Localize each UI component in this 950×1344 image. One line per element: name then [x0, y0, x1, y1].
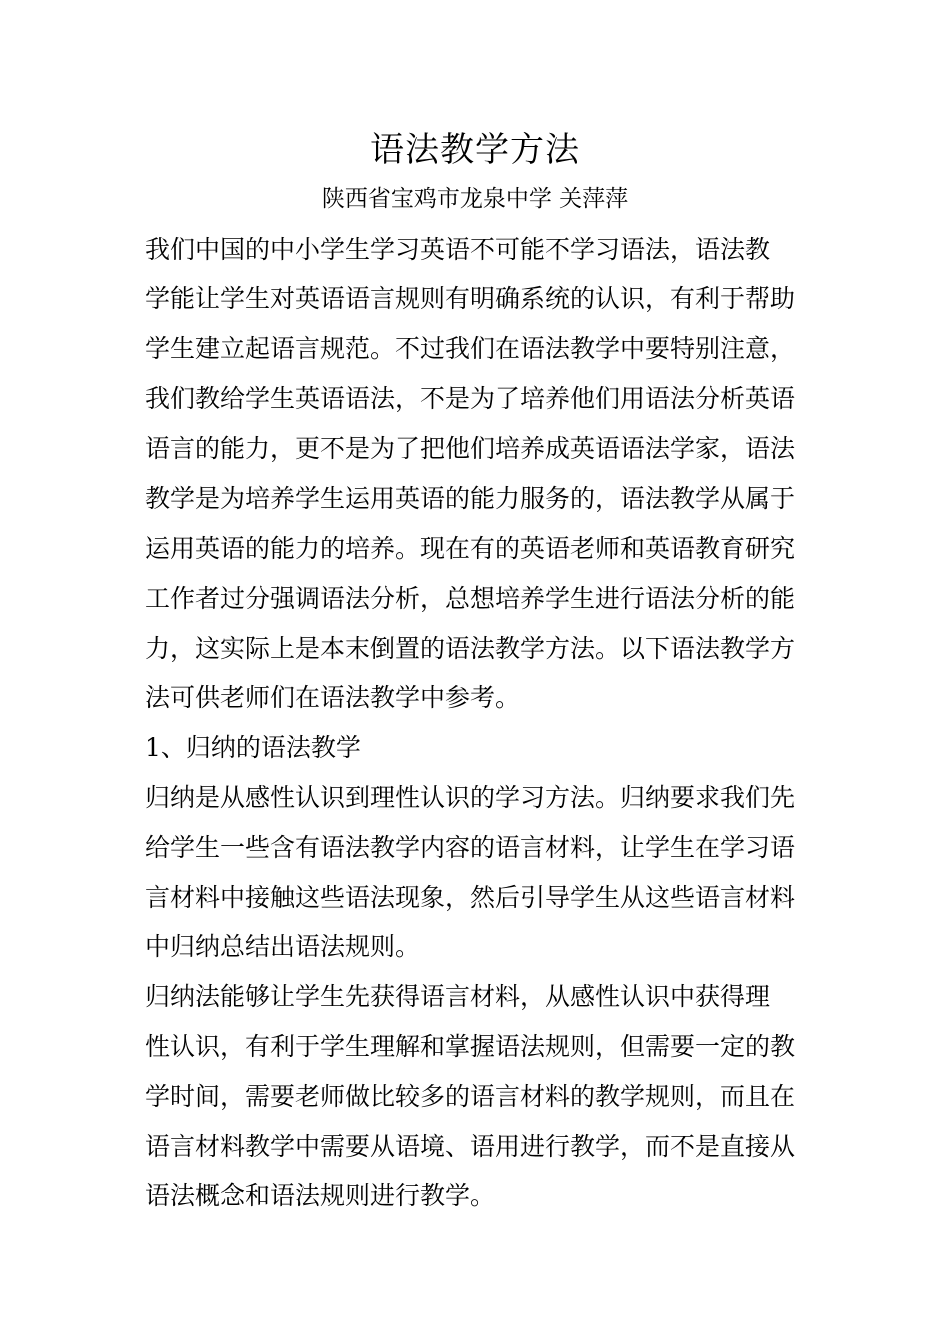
- text-line: 我们教给学生英语语法，不是为了培养他们用语法分析英语: [145, 384, 796, 413]
- text-line: 语法概念和语法规则进行教学。: [145, 1181, 496, 1210]
- text-line: 教学是为培养学生运用英语的能力服务的，语法教学从属于: [145, 484, 796, 513]
- text-line: 学生建立起语言规范。不过我们在语法教学中要特别注意，: [145, 334, 796, 363]
- text-line: 给学生一些含有语法教学内容的语言材料，让学生在学习语: [145, 833, 796, 862]
- text-line: 学能让学生对英语语言规则有明确系统的认识，有利于帮助: [145, 284, 796, 313]
- text-line: 归纳法能够让学生先获得语言材料，从感性认识中获得理: [145, 982, 771, 1011]
- text-line: 中归纳总结出语法规则。: [145, 932, 421, 961]
- text-line: 性认识，有利于学生理解和掌握语法规则，但需要一定的教: [145, 1032, 796, 1061]
- text-line: 学时间，需要老师做比较多的语言材料的教学规则，而且在: [145, 1082, 796, 1111]
- text-line: 语言的能力，更不是为了把他们培养成英语语法学家，语法: [145, 434, 796, 463]
- text-line: 我们中国的中小学生学习英语不可能不学习语法，语法教: [145, 235, 771, 264]
- text-line: 归纳是从感性认识到理性认识的学习方法。归纳要求我们先: [145, 783, 796, 812]
- section-heading: 1、归纳的语法教学: [145, 733, 361, 762]
- text-line: 法可供老师们在语法教学中参考。: [145, 683, 521, 712]
- document-title: 语法教学方法: [370, 130, 580, 170]
- text-line: 言材料中接触这些语法现象，然后引导学生从这些语言材料: [145, 883, 796, 912]
- text-line: 运用英语的能力的培养。现在有的英语老师和英语教育研究: [145, 534, 796, 563]
- text-line: 工作者过分强调语法分析，总想培养学生进行语法分析的能: [145, 584, 796, 613]
- text-line: 力，这实际上是本末倒置的语法教学方法。以下语法教学方: [145, 634, 796, 663]
- text-line: 语言材料教学中需要从语境、语用进行教学，而不是直接从: [145, 1132, 796, 1161]
- document-author: 陕西省宝鸡市龙泉中学 关萍萍: [321, 186, 629, 212]
